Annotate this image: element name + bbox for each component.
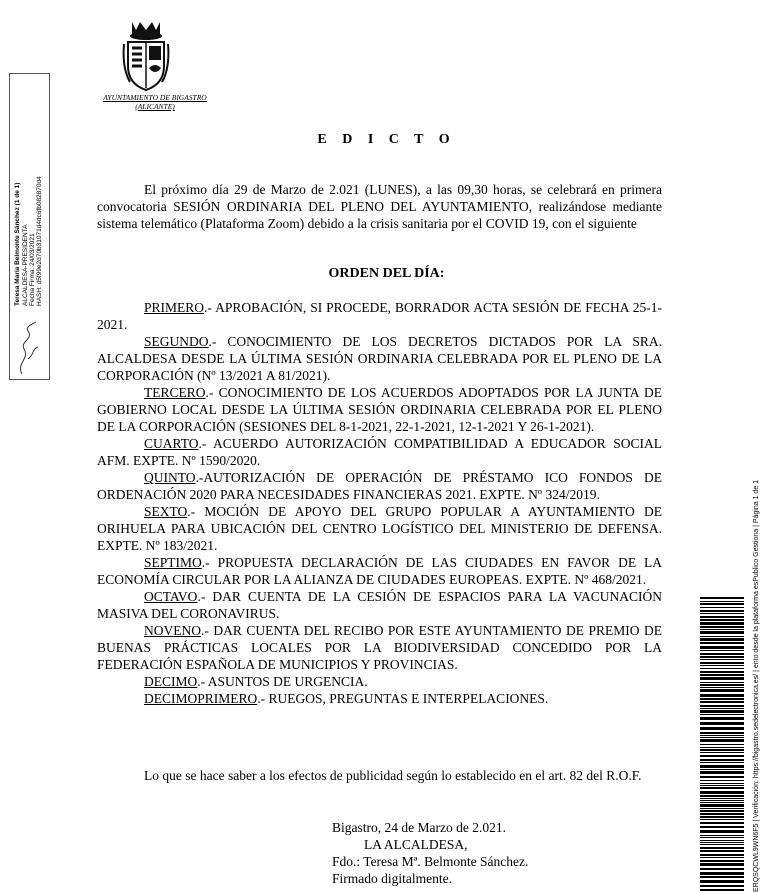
agenda-item-text: .- CONOCIMIENTO DE LOS DECRETOS DICTADOS POR LA SRA. ALCALDESA DESDE LA ÚLTIMA SESIÓN ORDINARIA CELEBRADA POR EL PLENO DE LA CORPORACIÓN (Nº 13/2021 A 81/2021). bbox=[97, 334, 662, 383]
agenda-item-text: .- CONOCIMIENTO DE LOS ACUERDOS ADOPTADOS POR LA JUNTA DE GOBIERNO LOCAL DESDE LA ÚLTIMA SESIÓN ORDINARIA CELEBRADA POR EL PLENO DE LA CORPORACIÓN (SESIONES DEL 8-1-2021, 22-1-2021, 12-1-2021 Y 26-1-2021). bbox=[97, 385, 662, 434]
signer-name: Teresa María Belmonte Sánchez (1 de 1) bbox=[14, 182, 21, 306]
agenda-item-key: CUARTO bbox=[144, 436, 199, 451]
agenda-item-key: PRIMERO bbox=[144, 300, 205, 315]
agenda-list bbox=[97, 299, 662, 707]
agenda-item-key: DECIMOPRIMERO bbox=[144, 691, 258, 706]
agenda-item bbox=[97, 673, 662, 690]
agenda-item-key: OCTAVO bbox=[144, 589, 198, 604]
place-date: Bigastro, 24 de Marzo de 2.021. bbox=[332, 820, 506, 835]
signature-hash: HASH: d5f99e2d70b31071d4dc6fb082870d4 bbox=[36, 176, 43, 306]
agenda-item-key: SEXTO bbox=[144, 504, 188, 519]
handwritten-signature bbox=[12, 319, 48, 377]
agenda-item bbox=[97, 622, 662, 673]
agenda-item-key: SEGUNDO bbox=[144, 334, 209, 349]
agenda-item-text: .- MOCIÓN DE APOYO DEL GRUPO POPULAR A AYUNTAMIENTO DE ORIHUELA PARA UBICACIÓN DEL CENTRO LOGÍSTICO DEL MINISTERIO DE DEFENSA. EXPTE. Nº 183/2021. bbox=[97, 504, 662, 553]
agenda-item-text: .- PROPUESTA DECLARACIÓN DE LAS CIUDADES EN FAVOR DE LA ECONOMÍA CIRCULAR POR LA ALIANZA DE CIUDADES EUROPEAS. EXPTE. Nº 468/2021. bbox=[97, 555, 662, 587]
signer-full-name: Fdo.: Teresa Mª. Belmonte Sánchez. bbox=[332, 854, 529, 869]
verification-text: ERQSQCWL9WN6F5 | Verificación: https://bigastro.sedelectronica.es/ | ento desde la plataforma esPublico Gestiona | Página 1 de 1 bbox=[753, 479, 760, 892]
agenda-item-text: .- APROBACIÓN, SI PROCEDE, BORRADOR ACTA SESIÓN DE FECHA 25-1-2021. bbox=[97, 300, 662, 332]
agenda-item bbox=[97, 588, 662, 622]
agenda-item-key: DECIMO bbox=[144, 674, 198, 689]
agenda-item bbox=[97, 384, 662, 435]
town-name-line2: (ALICANTE) bbox=[135, 102, 175, 111]
agenda-item bbox=[97, 299, 662, 333]
agenda-item bbox=[97, 554, 662, 588]
closing-paragraph: Lo que se hace saber a los efectos de publicidad según lo establecido en el art. 82 del R.O.F. bbox=[144, 768, 642, 783]
agenda-item bbox=[97, 435, 662, 469]
agenda-item-text: .- ASUNTOS DE URGENCIA. bbox=[197, 674, 368, 689]
agenda-item-text: .-AUTORIZACIÓN DE OPERACIÓN DE PRÉSTAMO ICO FONDOS DE ORDENACIÓN 2020 PARA NECESIDADES FINANCIERAS 2021. EXPTE. Nº 324/2019. bbox=[97, 470, 662, 502]
document-title: E D I C T O bbox=[317, 132, 456, 147]
signature-block bbox=[332, 819, 592, 887]
town-name bbox=[95, 93, 215, 111]
signer-title: LA ALCALDESA, bbox=[364, 837, 468, 852]
agenda-item-text: .- RUEGOS, PREGUNTAS E INTERPELACIONES. bbox=[257, 691, 549, 706]
agenda-item bbox=[97, 503, 662, 554]
signature-stamp-box bbox=[9, 73, 50, 380]
municipal-crest-logo bbox=[120, 18, 172, 92]
agenda-item-key: QUINTO bbox=[144, 470, 196, 485]
town-name-line1: AYUNTAMIENTO DE BIGASTRO bbox=[103, 93, 207, 102]
signature-date: Fecha Firma: 24/03/2021 bbox=[29, 233, 36, 306]
agenda-item bbox=[97, 690, 662, 707]
agenda-item-key: SEPTIMO bbox=[144, 555, 202, 570]
agenda-item-text: .- DAR CUENTA DEL RECIBO POR ESTE AYUNTAMIENTO DE PREMIO DE BUENAS PRÁCTICAS LOCALES POR LA BIODIVERSIDAD CONCEDIDO POR LA FEDERACIÓN ESPAÑOLA DE MUNICIPIOS Y PROVINCIAS. bbox=[97, 623, 662, 672]
agenda-item-key: TERCERO bbox=[144, 385, 206, 400]
intro-paragraph: El próximo día 29 de Marzo de 2.021 (LUNES), a las 09,30 horas, se celebrará en primera convocatoria SESIÓN ORDINARIA DEL PLENO DEL AYUNTAMIENTO, realizándose mediante sistema telemático (Plataforma Zoom) debido a la crisis sanitaria por el COVID 19, con el siguiente bbox=[97, 182, 662, 231]
agenda-item bbox=[97, 469, 662, 503]
agenda-item-text: .- DAR CUENTA DE LA CESIÓN DE ESPACIOS PARA LA VACUNACIÓN MASIVA DEL CORONAVIRUS. bbox=[97, 589, 662, 621]
agenda-title: ORDEN DEL DÍA: bbox=[328, 266, 445, 281]
agenda-item bbox=[97, 333, 662, 384]
agenda-item-key: NOVENO bbox=[144, 623, 201, 638]
digital-signature-note: Firmado digitalmente. bbox=[332, 871, 452, 886]
signer-role: ALCALDESA-PRESIDENTA bbox=[22, 224, 29, 306]
agenda-item-text: .- ACUERDO AUTORIZACIÓN COMPATIBILIDAD A EDUCADOR SOCIAL AFM. EXPTE. Nº 1590/2020. bbox=[97, 436, 662, 468]
